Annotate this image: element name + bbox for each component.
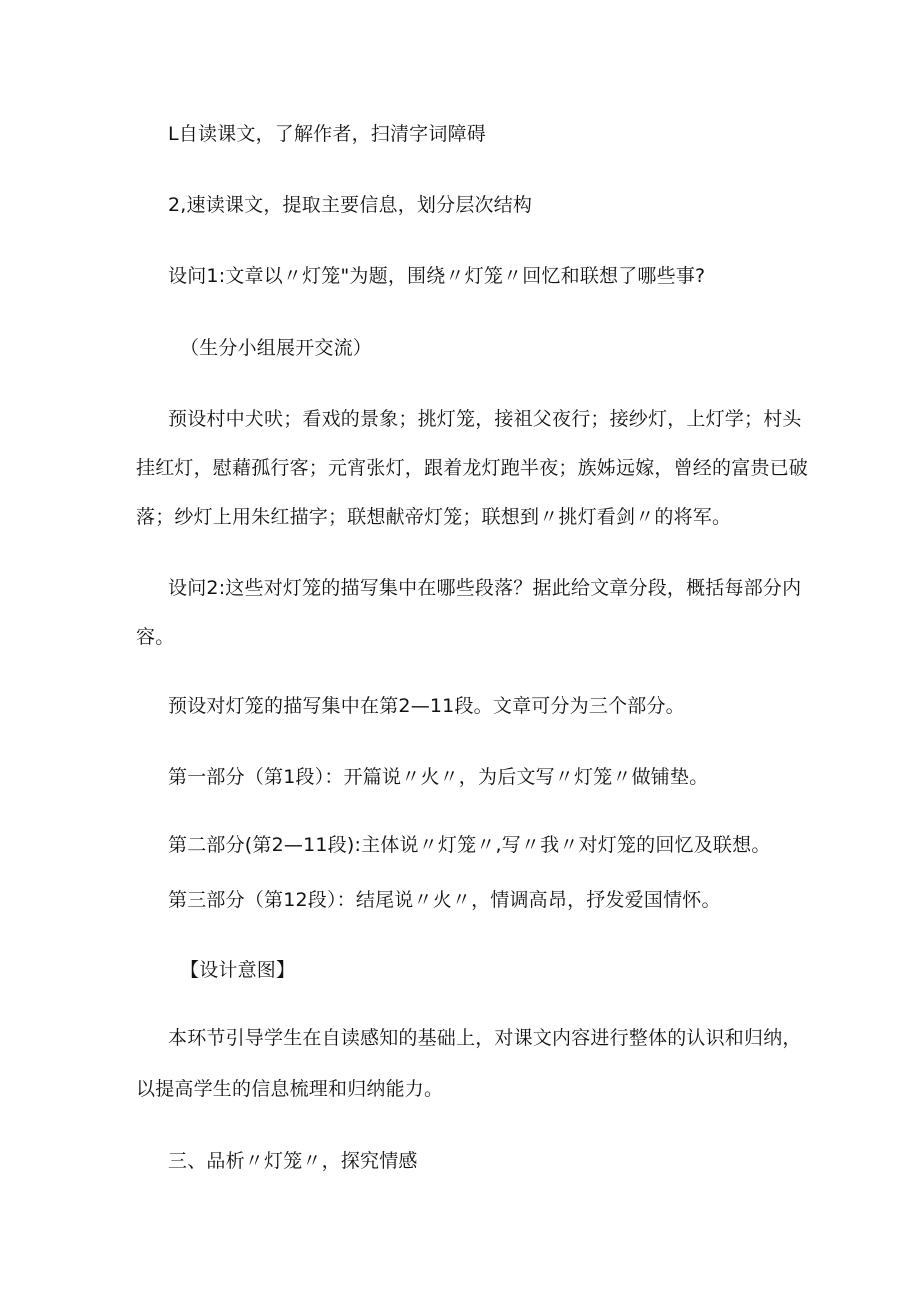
preset-2-text: 预设对灯笼的描写集中在第2—11段。文章可分为三个部分。 xyxy=(168,695,685,717)
group-discussion-note: （生分小组展开交流） xyxy=(180,337,373,359)
question-1-text: 设问1:文章以〃灯笼"为题，围绕〃灯笼〃回忆和联想了哪些事? xyxy=(168,265,706,287)
part-1-text: 第一部分（第1段）：开篇说〃火〃，为后文写〃灯笼〃做铺垫。 xyxy=(168,766,709,788)
preset-1-line-1: 预设村中犬吠；看戏的景象；挑灯笼，接祖父夜行；接纱灯，上灯学；村头 xyxy=(168,408,802,430)
preset-1-line-3: 落；纱灯上用朱红描字；联想献帝灯笼；联想到〃挑灯看剑〃的将军。 xyxy=(136,506,732,528)
part-2-text: 第二部分(第2—11段):主体说〃灯笼〃,写〃我〃对灯笼的回忆及联想。 xyxy=(168,834,771,856)
section-3-heading: 三、品析〃灯笼〃，探究情感 xyxy=(168,1150,418,1172)
question-2-line-1: 设问2:这些对灯笼的描写集中在哪些段落？据此给文章分段，概括每部分内 xyxy=(168,577,802,599)
design-intent-line-1: 本环节引导学生在自读感知的基础上，对课文内容进行整体的认识和归纳， xyxy=(168,1027,802,1049)
question-2-line-2: 容。 xyxy=(136,626,175,648)
design-intent-heading: 【设计意图】 xyxy=(180,959,296,981)
part-3-text: 第三部分（第12段）：结尾说〃火〃，情调高昂，抒发爱国情怀。 xyxy=(168,889,721,911)
step-2-text: 2,速读课文，提取主要信息，划分层次结构 xyxy=(168,194,533,216)
preset-1-line-2: 挂红灯，慰藉孤行客；元宵张灯，跟着龙灯跑半夜；族姊远嫁，曾经的富贵已破 xyxy=(136,457,809,479)
step-1-text: L自读课文，了解作者，扫清字词障碍 xyxy=(168,123,486,145)
design-intent-line-2: 以提高学生的信息梳理和归纳能力。 xyxy=(136,1078,444,1100)
